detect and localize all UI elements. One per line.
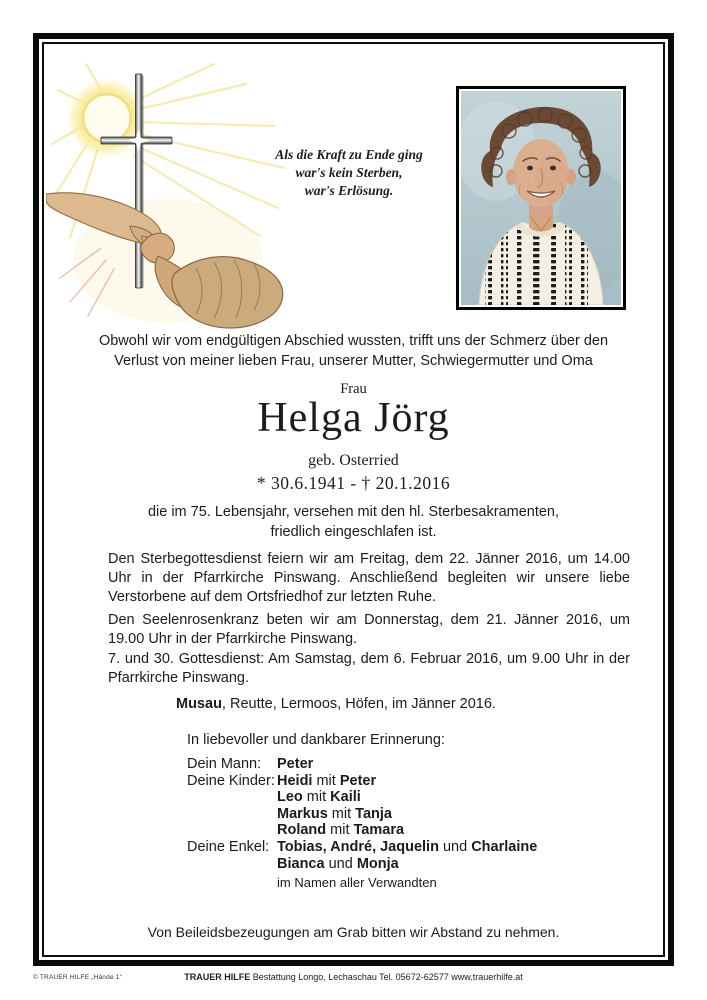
family-names: Peter	[277, 756, 314, 772]
maiden-name: geb. Osterried	[308, 452, 399, 469]
family-list	[187, 756, 537, 872]
condolence-note: Von Beileidsbezeugungen am Grab bitten wir Abstand zu nehmen.	[147, 924, 560, 940]
intro-line: Obwohl wir vom endgültigen Abschied wussten, trifft uns der Schmerz über den	[98, 333, 609, 349]
life-line: die im 75. Lebensjahr, versehen mit den hl. Sterbesakramenten,	[147, 504, 560, 520]
sun-ring	[83, 94, 131, 142]
family-names: Leo mit Kaili	[277, 789, 361, 806]
intro-line: Verlust von meiner lieben Frau, unserer Mutter, Schwiegermutter und Oma	[114, 352, 593, 369]
deceased-name: Helga Jörg	[257, 395, 450, 441]
place-name: Musau	[176, 696, 222, 712]
family-names: Roland mit Tamara	[277, 822, 405, 839]
family-line	[187, 773, 537, 790]
memorial-verse	[224, 146, 474, 200]
portrait-photo	[456, 86, 626, 310]
birth-death-dates: * 30.6.1941 - † 20.1.2016	[256, 473, 451, 493]
funeral-home-info: Bestattung Longo, Lechaschau Tel. 05672-62577 www.trauerhilfe.at	[250, 972, 523, 982]
memorial-card	[42, 42, 665, 957]
life-summary	[44, 503, 663, 542]
family-names: Heidi mit Peter	[277, 772, 377, 789]
rosary-paragraph: Den Seelenrosenkranz beten wir am Donnerstag, dem 21. Jänner 2016, um 19.00 Uhr in der Pfarrkirche Pinswang.	[108, 612, 630, 647]
funeral-home-brand: TRAUER HILFE	[184, 972, 251, 982]
family-names: Markus mit Tanja	[277, 805, 392, 822]
family-line	[187, 806, 537, 823]
family-relation-label: Deine Enkel:	[187, 838, 270, 855]
verse-line: war's Erlösung.	[304, 183, 394, 198]
family-relation-label: Dein Mann:	[187, 756, 262, 772]
family-names: Bianca und Monja	[277, 855, 399, 872]
family-names: Tobias, André, Jaquelin und Charlaine	[277, 838, 538, 855]
remembrance-line: In liebevoller und dankbarer Erinnerung:	[187, 732, 445, 748]
family-line	[187, 822, 537, 839]
salutation: Frau	[340, 381, 367, 397]
motif-credit: © TRAUER HILFE „Hände 1“	[33, 974, 122, 981]
verse-line: war's kein Sterben,	[295, 165, 403, 180]
family-line	[187, 756, 537, 773]
hands-of-god-artwork	[46, 56, 298, 348]
hands-cross-illustration	[46, 56, 298, 348]
memorial-card-frame	[33, 33, 674, 966]
verse-line: Als die Kraft zu Ende ging	[275, 147, 423, 162]
place-date-line	[176, 696, 496, 712]
family-line	[187, 839, 537, 856]
memorial-mass-paragraph: 7. und 30. Gottesdienst: Am Samstag, dem 6. Februar 2016, um 9.00 Uhr in der Pfarrkirche Pinswang.	[108, 651, 630, 686]
closing-line: im Namen aller Verwandten	[277, 875, 437, 890]
family-relation-label: Deine Kinder:	[187, 772, 275, 789]
funeral-home-footer	[0, 972, 707, 982]
place-rest: , Reutte, Lermoos, Höfen, im Jänner 2016.	[221, 696, 496, 712]
portrait-illustration	[461, 91, 621, 305]
family-line	[187, 856, 537, 873]
life-line: friedlich eingeschlafen ist.	[270, 523, 437, 540]
funeral-service-paragraph: Den Sterbegottesdienst feiern wir am Freitag, dem 22. Jänner 2016, um 14.00 Uhr in der Pfarrkirche Pinswang. Anschließend begleiten wir unsere liebe Verstorbene auf dem Ortsfriedhof zur letzten Ruhe.	[108, 551, 630, 605]
intro-text	[44, 332, 663, 371]
family-line	[187, 789, 537, 806]
